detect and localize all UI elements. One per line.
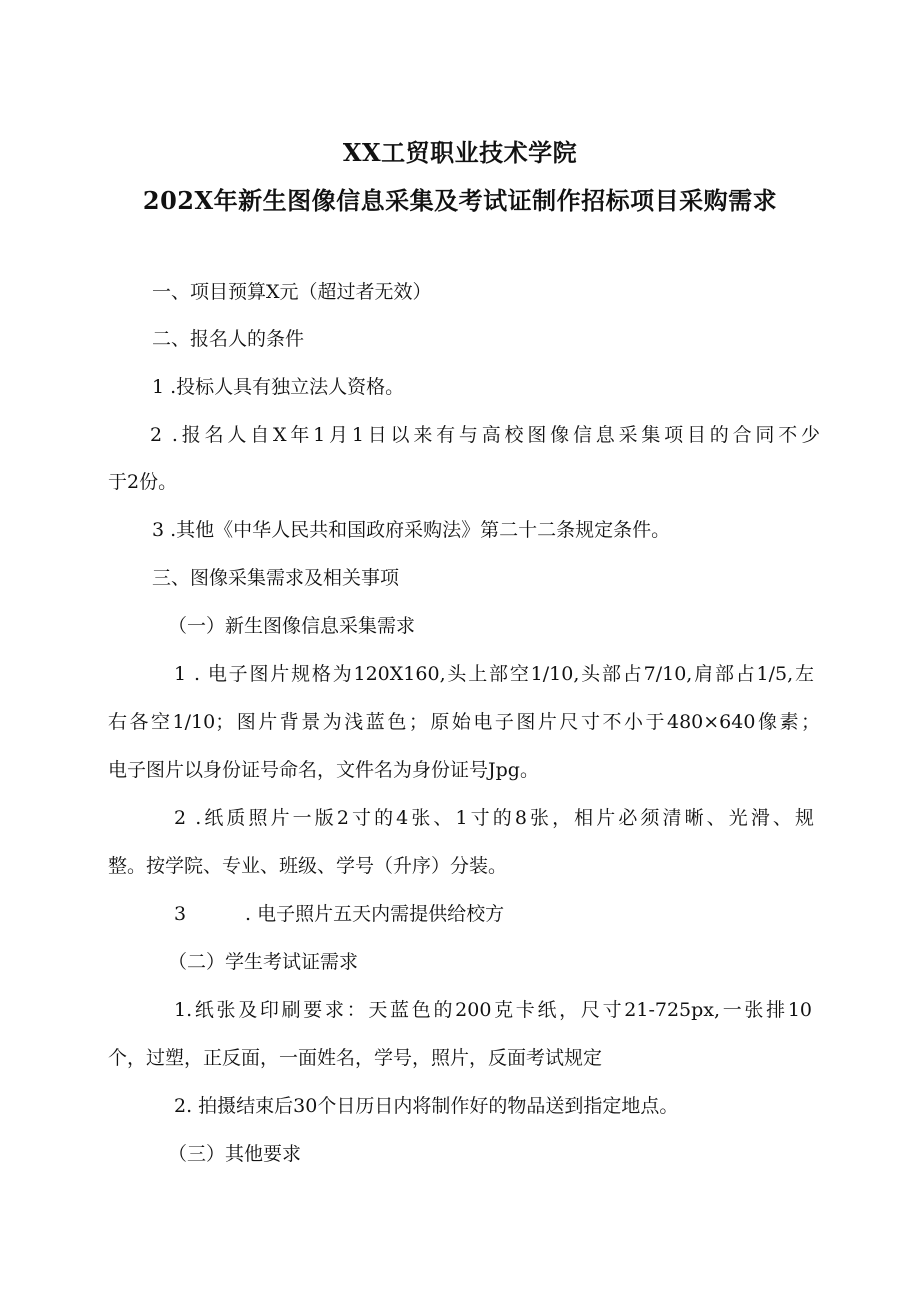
- subsection-2-heading: （二）学生考试证需求: [168, 951, 359, 973]
- exam-card-item-1-line-1: 1.纸张及印刷要求：天蓝色的200克卡纸，尺寸21-725px,一张排10: [174, 999, 812, 1021]
- document-title-institution: XX工贸职业技术学院: [342, 138, 578, 167]
- requirement-1-line-2: 右各空1/10；图片背景为浅蓝色；原始电子图片尺寸不小于480×640像素；: [108, 711, 820, 733]
- requirement-1-line-1: 1 . 电子图片规格为120X160,头上部空1/10,头部占7/10,肩部占1/5,左: [174, 663, 814, 685]
- subsection-1-heading: （一）新生图像信息采集需求: [168, 615, 416, 637]
- requirement-3-number: 3: [174, 903, 187, 925]
- subsection-3-heading: （三）其他要求: [168, 1143, 302, 1165]
- section-3-heading: 三、图像采集需求及相关事项: [152, 567, 400, 589]
- condition-item-2-line-2: 于2份。: [108, 471, 178, 493]
- budget-paragraph: 一、项目预算X元（超过者无效）: [152, 281, 432, 303]
- requirement-1-line-3: 电子图片以身份证号命名，文件名为身份证号Jpg。: [108, 759, 539, 781]
- conditions-heading: 二、报名人的条件: [152, 328, 305, 350]
- condition-item-2-line-1: 2 .报名人自X年1月1日以来有与高校图像信息采集项目的合同不少: [150, 424, 820, 446]
- condition-item-1: 1 .投标人具有独立法人资格。: [152, 376, 405, 398]
- requirement-2-line-1: 2 .纸质照片一版2寸的4张、1寸的8张，相片必须清晰、光滑、规: [174, 807, 814, 829]
- condition-item-3: 3 .其他《中华人民共和国政府采购法》第二十二条规定条件。: [152, 519, 671, 541]
- exam-card-item-1-line-2: 个，过塑，正反面，一面姓名，学号，照片，反面考试规定: [108, 1047, 603, 1069]
- requirement-3-text: . 电子照片五天内需提供给校方: [245, 903, 505, 925]
- exam-card-item-2: 2. 拍摄结束后30个日历日内将制作好的物品送到指定地点。: [174, 1095, 679, 1117]
- requirement-2-line-2: 整。按学院、专业、班级、学号（升序）分装。: [108, 855, 508, 877]
- document-title-project: 202X年新生图像信息采集及考试证制作招标项目采购需求: [142, 186, 778, 215]
